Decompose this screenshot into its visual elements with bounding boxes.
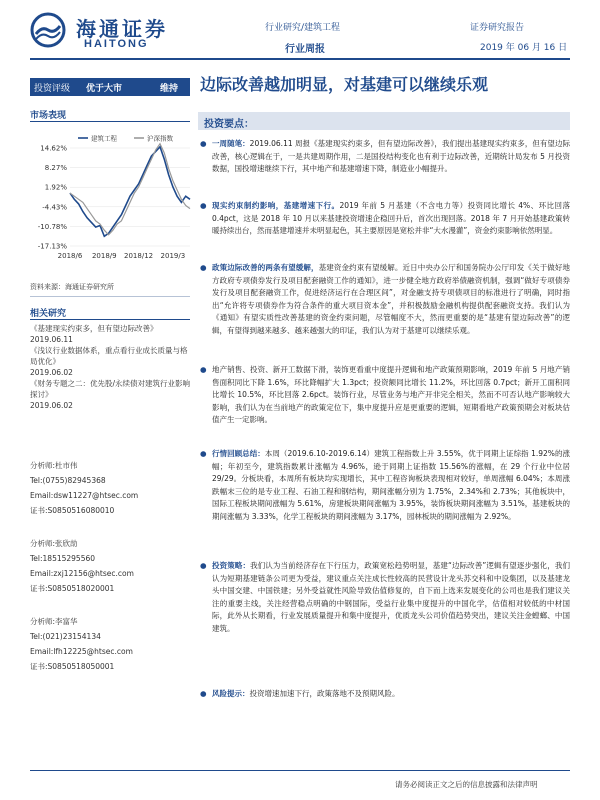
key-point-lead: 一周随笔： <box>212 139 250 148</box>
key-point-text: 地产销售、投资、新开工数据下滑，装饰更看重中度提升逻辑和地产政策预期影响，2019 年前 5 月地产销售面积同比下降 1.6%，环比降幅扩大 1.3pct；投资额同比增长 11.2%，环比回落 0.7pct；新开工面积同比增长 10.5%，环比回落 2.6pct。装饰行业，尽管业务与地产开非完全相关，然而不可否认地产影响较大影响，我们认为在当前地产的政策定位下，集中度提升应是更重要的逻辑，短期看地产政策预期会对板块估值产生一定影响。 <box>212 365 570 425</box>
related-item-date: 2019.06.02 <box>30 368 73 377</box>
key-point <box>200 200 570 238</box>
rating-label: 投资评级 <box>34 84 71 94</box>
key-point-text: 我们认为当前经济存在下行压力，政策宽松趋势明显，基建“边际改善”逻辑有望逐步强化，我们认为短期基建链条公司更为受益，建议重点关注成长性较高的民营设计龙头苏交科和中设集团，以及基建龙头中国交建、中国铁建；另外受益就性风险导致估值修复的，自下而上选来发展变化的公司也是我们建议关注的重要主线，关注经营稳点明确的中钢国际，受益行业集中度提升的中国化学，估值相对较低的中材国际，此外从长期看，行业发展质量提升和集中度提升，优质龙头公司价值趋势突出，建议关注金螳螂、中国建筑。 <box>212 561 570 633</box>
report-title: 边际改善越加明显，对基建可以继续乐观 <box>200 75 489 94</box>
related-item-title: 《浅议行业数据体系，重点看行业成长质量与格局优化》 <box>30 346 188 366</box>
logo-english: HAITONG <box>84 38 149 50</box>
analyst-block <box>30 458 138 518</box>
bullet-icon: ● <box>200 263 207 272</box>
analyst-email[interactable]: Email:lfh12225@htsec.com <box>30 647 133 656</box>
haitong-logo-icon <box>30 12 66 48</box>
related-item-title: 《财务专题之二：优先股/永续债对建筑行业影响探讨》 <box>30 379 191 399</box>
related-item[interactable] <box>30 378 192 411</box>
analyst-tel: Tel:(021)23154134 <box>30 632 101 641</box>
key-point <box>200 560 570 636</box>
analyst-cert: 证书:S0850518050001 <box>30 662 115 671</box>
analyst-name: 分析师:杜市伟 <box>30 461 78 470</box>
related-item-title: 《基建现实约束多，但有望边际改善》 <box>30 324 158 333</box>
key-point-text: 本周（2019.6.10-2019.6.14）建筑工程指数上升 3.55%，优于同期上证综指 1.92%的涨幅；年初至今，建筑指数累计涨幅为 4.96%，逊于同期上证指数 15.56%的涨幅，在 29 个行业中位居 29/29。分板块看，本周所有板块均实现增长，其中工程咨询板块表现相对较好，单周涨幅 6.04%；本周涨跌幅末三位的是专业工程、石油工程和钢结构，期间涨幅分别为 1.75%，2.34%和 2.73%；其他板块中，国际工程板块期间涨幅为 5.61%，房建板块期间涨幅为 3.95%，装饰板块期间涨幅为 3.51%，基建板块的期间涨幅为 3.33%，化学工程板块的期间涨幅为 3.17%，园林板块的期间涨幅为 2.92%。 <box>212 449 571 521</box>
footer-divider <box>30 770 570 771</box>
related-divider <box>30 319 190 320</box>
key-point <box>200 448 570 524</box>
report-type: 行业周报 <box>285 44 325 55</box>
analyst-email[interactable]: Email:zxj12156@htsec.com <box>30 569 134 578</box>
rating-value: 优于大市 <box>86 84 123 94</box>
y-tick-label: -4.43% <box>42 203 67 212</box>
y-tick-label: -10.78% <box>37 222 67 231</box>
market-divider <box>30 121 190 122</box>
analyst-tel: Tel:(0755)82945368 <box>30 476 106 485</box>
x-tick-label: 2018/12 <box>124 252 154 260</box>
analyst-block <box>30 614 133 674</box>
key-point <box>200 688 570 701</box>
analyst-block <box>30 536 134 596</box>
y-tick-label: -17.13% <box>37 242 67 251</box>
bullet-icon: ● <box>200 365 207 374</box>
y-tick-label: 8.27% <box>44 164 67 173</box>
analyst-tel: Tel:18515295560 <box>30 554 96 563</box>
related-item-date: 2019.06.11 <box>30 335 73 344</box>
disclaimer-footer: 请务必阅读正文之后的信息披露和法律声明 <box>395 780 538 789</box>
legend-label: 建筑工程 <box>91 134 117 143</box>
related-item[interactable] <box>30 345 192 378</box>
key-point <box>200 262 570 338</box>
x-tick-label: 2018/9 <box>91 252 117 260</box>
key-points-title: 投资要点： <box>204 119 254 130</box>
series-line <box>70 144 190 235</box>
key-point-lead: 风险提示： <box>212 689 250 698</box>
key-point-lead: 投资策略： <box>212 561 251 570</box>
key-point-lead: 政策边际改善的两条有望缓解， <box>212 263 319 272</box>
bullet-icon: ● <box>200 689 207 698</box>
x-tick-label: 2019/3 <box>160 252 186 260</box>
key-point <box>200 364 570 427</box>
key-point-lead: 现实约束制约影响，基建增速下行。 <box>212 201 340 210</box>
related-section-title: 相关研究 <box>30 309 67 319</box>
key-point-lead: 行情回顾总结： <box>212 449 265 458</box>
logo-chinese: 海通证券 <box>76 17 168 41</box>
key-point-text: 2019.06.11 周报《基建现实约束多，但有望边际改善》，我们提出基建现实约束多，但有望边际改善，核心逻辑在于，一是共建周期作用，二是国投结构变化也有利于边际改善，近期统计局发布 5 月投资数据，国投增速继续下行，其中地产和基建增速下降，制造业小幅提升。 <box>212 139 570 174</box>
analyst-name: 分析师:李富华 <box>30 617 78 626</box>
analyst-name: 分析师:张欣劼 <box>30 539 78 548</box>
analyst-cert: 证书:S0850516080010 <box>30 506 115 515</box>
market-performance-chart <box>30 128 200 268</box>
key-point-text: 2019 年前 5 月基建（不含电力等）投资同比增长 4%、环比回落 0.4pct，这是 2018 年 10 月以来基建投资增速企稳回升后，首次出现回落。2018 年 7 月开始基建政策转暖持续出台，然而基建增速并未明显起色，其主要原因是宽松并非“大水漫灌”，资金约束影响依然明显。 <box>212 201 571 236</box>
analyst-cert: 证书:S0850518020001 <box>30 584 115 593</box>
market-section-title: 市场表现 <box>30 111 67 121</box>
chart-source: 资料来源：海通证券研究所 <box>30 283 114 291</box>
report-category: 行业研究/建筑工程 <box>265 23 341 33</box>
report-label: 证券研究报告 <box>470 23 525 33</box>
related-item[interactable] <box>30 323 192 345</box>
rating-status: 维持 <box>160 84 179 94</box>
bullet-icon: ● <box>200 201 207 210</box>
bullet-icon: ● <box>200 449 207 458</box>
header-divider <box>30 58 570 60</box>
report-date: 2019 年 06 月 16 日 <box>480 43 568 53</box>
y-tick-label: 1.92% <box>44 183 67 192</box>
related-item-date: 2019.06.02 <box>30 401 73 410</box>
x-tick-label: 2018/6 <box>57 252 83 260</box>
series-line <box>70 147 190 237</box>
rating-bar <box>30 78 190 96</box>
key-points-header <box>198 112 570 130</box>
bullet-icon: ● <box>200 561 207 570</box>
related-list <box>30 323 192 411</box>
key-point-text: 基建资金约束有望缓解。近日中央办公厅和国务院办公厅印发《关于做好地方政府专项债券发行及项目配套融资工作的通知》，进一步健全地方政府举债融资机制，强调“做好专项债券发行及项目配套融资工作，促进经济运行在合理区间”，对金融支持专项债项目的标准进行了明确，同时指出“允许将专项债券作为符合条件的重大项目资本金”，并积极鼓励金融机构提供配套融资支持。我们认为《通知》有望实质性改善基建的资金约束问题，尽管幅度不大，然而更重要的是“基建有望边际改善”的逻辑，有望得到越来越多、越来越强大的印证，我们认为对于基建可以继续乐观。 <box>212 263 571 335</box>
key-point <box>200 138 570 176</box>
source-divider <box>30 296 190 297</box>
legend-label: 沪深指数 <box>147 134 173 143</box>
bullet-icon: ● <box>200 139 207 148</box>
key-point-text: 投资增速加速下行，政策落地不及预期风险。 <box>249 689 400 698</box>
y-tick-label: 14.62% <box>40 144 67 153</box>
analyst-email[interactable]: Email:dsw11227@htsec.com <box>30 491 139 500</box>
